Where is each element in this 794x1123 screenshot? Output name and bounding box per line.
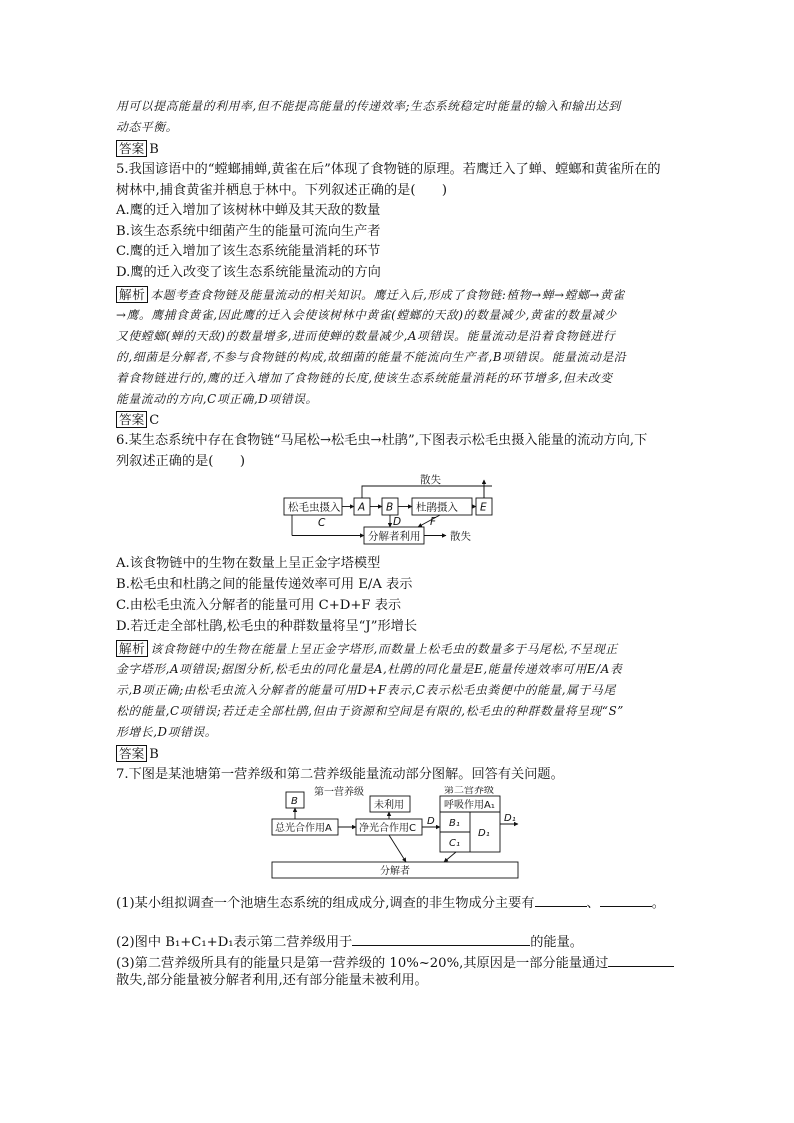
answer-blank-3[interactable] bbox=[352, 931, 530, 946]
q6-option-c: C.由松毛虫流入分解者的能量可用 C+D+F 表示 bbox=[116, 598, 402, 613]
fig7-respiration-label: 呼吸作用A₁ bbox=[444, 800, 495, 811]
answer-blank-2[interactable] bbox=[600, 892, 652, 907]
q7-stem: 7.下图是某池塘第一营养级和第二营养级能量流动部分图解。回答有关问题。 bbox=[116, 767, 564, 782]
q5-stem-2: 树林中,捕食黄雀并栖息于林中。下列叙述正确的是( ) bbox=[116, 183, 447, 198]
q5-explanation-2: →鹰。鹰捕食黄雀,因此鹰的迁入会使该树林中黄雀(螳螂的天敌)的数量减少,黄雀的数量减少 bbox=[116, 308, 617, 322]
answer-value: B bbox=[149, 142, 159, 157]
fig6-b-label: B bbox=[386, 501, 394, 514]
intro-line-1: 用可以提高能量的利用率,但不能提高能量的传递效率;生态系统稳定时能量的输入和输出达到 bbox=[116, 99, 621, 113]
fig7-net-label: 净光合作用C bbox=[359, 823, 416, 834]
q5-explanation-1: 解析 本题考查食物链及能量流动的相关知识。鹰迁入后,形成了食物链:植物→蝉→螳螂→黄雀 bbox=[116, 286, 625, 303]
q6-explanation-4: 松的能量,C项错误;若迁走全部杜鹃,但由于资源和空间是有限的,松毛虫的种群数量将呈现“S” bbox=[116, 704, 624, 718]
answer-q5 bbox=[116, 411, 159, 428]
fig6-intake-label: 松毛虫摄入 bbox=[288, 501, 341, 514]
q6-option-a: A.该食物链中的生物在数量上呈正金字塔模型 bbox=[116, 556, 381, 571]
answer-value: B bbox=[149, 747, 159, 762]
answer-q4 bbox=[116, 140, 159, 157]
fig7-c1-label: C₁ bbox=[449, 838, 460, 849]
answer-label: 答案 bbox=[116, 411, 147, 428]
q6-explanation-2: 金字塔形,A项错误;据图分析,松毛虫的同化量是A,杜鹃的同化量是E,能量传递效率可用E/A表 bbox=[116, 662, 623, 676]
answer-label: 答案 bbox=[116, 140, 147, 157]
q7-part-2: (2)图中 B₁+C₁+D₁表示第二营养级用于 的能量。 bbox=[116, 931, 583, 951]
fig6-loss-top-label: 散失 bbox=[420, 474, 441, 486]
fig7-level2-label: 第二营养级 bbox=[444, 786, 494, 796]
fig7-d1-out-label: D₁ bbox=[504, 813, 516, 824]
q6-stem-1: 6.某生态系统中存在食物链“马尾松→松毛虫→杜鹃”,下图表示松毛虫摄入能量的流动方向,下 bbox=[116, 433, 648, 448]
q5-stem-1: 5.我国谚语中的“螳螂捕蝉,黄雀在后”体现了食物链的原理。若鹰迁入了蝉、螳螂和黄雀所在的 bbox=[116, 162, 661, 177]
fig7-d1-box-label: D₁ bbox=[478, 828, 490, 839]
q6-explanation-5: 形增长,D项错误。 bbox=[116, 725, 218, 739]
q7-energy-flow-diagram bbox=[268, 786, 526, 882]
q5-option-d: D.鹰的迁入改变了该生态系统能量流动的方向 bbox=[116, 265, 381, 280]
fig6-cuckoo-label: 杜鹃摄入 bbox=[416, 501, 458, 514]
answer-blank-1[interactable] bbox=[535, 892, 587, 907]
fig7-decomposer-label: 分解者 bbox=[380, 866, 410, 877]
fig7-unused-label: 未利用 bbox=[374, 800, 404, 811]
q6-explanation-3: 示,B项正确;由松毛虫流入分解者的能量可用D+F表示,C表示松毛虫粪便中的能量,属于马尾 bbox=[116, 683, 616, 697]
fig6-e-label: E bbox=[480, 501, 487, 514]
fig6-d-label: D bbox=[393, 516, 402, 528]
q5-option-b: B.该生态系统中细菌产生的能量可流向生产者 bbox=[116, 224, 381, 239]
q5-explanation-3: 又使螳螂(蝉的天敌)的数量增多,进而使蝉的数量减少,A项错误。能量流动是沿着食物链进行 bbox=[116, 329, 616, 343]
fig7-gross-label: 总光合作用A bbox=[275, 823, 332, 834]
q6-stem-2: 列叙述正确的是( ) bbox=[116, 454, 245, 469]
answer-q6 bbox=[116, 745, 159, 762]
fig7-d-label: D bbox=[427, 816, 435, 827]
fig7-b1-label: B₁ bbox=[449, 818, 460, 829]
answer-value: C bbox=[149, 413, 160, 428]
q5-option-a: A.鹰的迁入增加了该树林中蝉及其天敌的数量 bbox=[116, 203, 381, 218]
q5-option-c: C.鹰的迁入增加了该生态系统能量消耗的环节 bbox=[116, 244, 381, 259]
q6-option-d: D.若迁走全部杜鹃,松毛虫的种群数量将呈“J”形增长 bbox=[116, 619, 418, 634]
q6-energy-flow-diagram bbox=[278, 472, 518, 550]
q5-explanation-6: 能量流动的方向,C项正确,D项错误。 bbox=[116, 392, 318, 406]
answer-label: 答案 bbox=[116, 745, 147, 762]
q7-part-3-cont: 散失,部分能量被分解者利用,还有部分能量未被利用。 bbox=[116, 973, 428, 988]
fig6-c-label: C bbox=[318, 517, 326, 529]
q7-part-3: (3)第二营养级所具有的能量只是第一营养级的 10%~20%,其原因是一部分能量通过 bbox=[116, 952, 674, 972]
fig7-b-label: B bbox=[291, 796, 298, 807]
fig6-a-label: A bbox=[358, 501, 366, 514]
answer-blank-4[interactable] bbox=[608, 952, 674, 967]
q6-explanation-1: 解析 该食物链中的生物在能量上呈正金字塔形,而数量上松毛虫的数量多于马尾松,不呈现正 bbox=[116, 640, 618, 657]
fig6-f-label: F bbox=[430, 516, 437, 528]
q5-explanation-5: 着食物链进行的,鹰的迁入增加了食物链的长度,使该生态系统能量消耗的环节增多,但未改变 bbox=[116, 371, 613, 385]
analysis-label: 解析 bbox=[116, 286, 148, 303]
fig7-level1-label: 第一营养级 bbox=[314, 787, 364, 798]
q6-option-b: B.松毛虫和杜鹃之间的能量传递效率可用 E/A 表示 bbox=[116, 577, 413, 592]
q7-part-1: (1)某小组拟调查一个池塘生态系统的组成成分,调查的非生物成分主要有 、 。 bbox=[116, 892, 665, 912]
intro-line-2: 动态平衡。 bbox=[116, 120, 178, 134]
fig6-decomposer-label: 分解者利用 bbox=[368, 530, 421, 543]
q5-explanation-4: 的,细菌是分解者,不参与食物链的构成,故细菌的能量不能流向生产者,B项错误。能量流动是沿 bbox=[116, 350, 627, 364]
fig6-loss-bottom-label: 散失 bbox=[450, 530, 471, 543]
analysis-label: 解析 bbox=[116, 640, 148, 657]
